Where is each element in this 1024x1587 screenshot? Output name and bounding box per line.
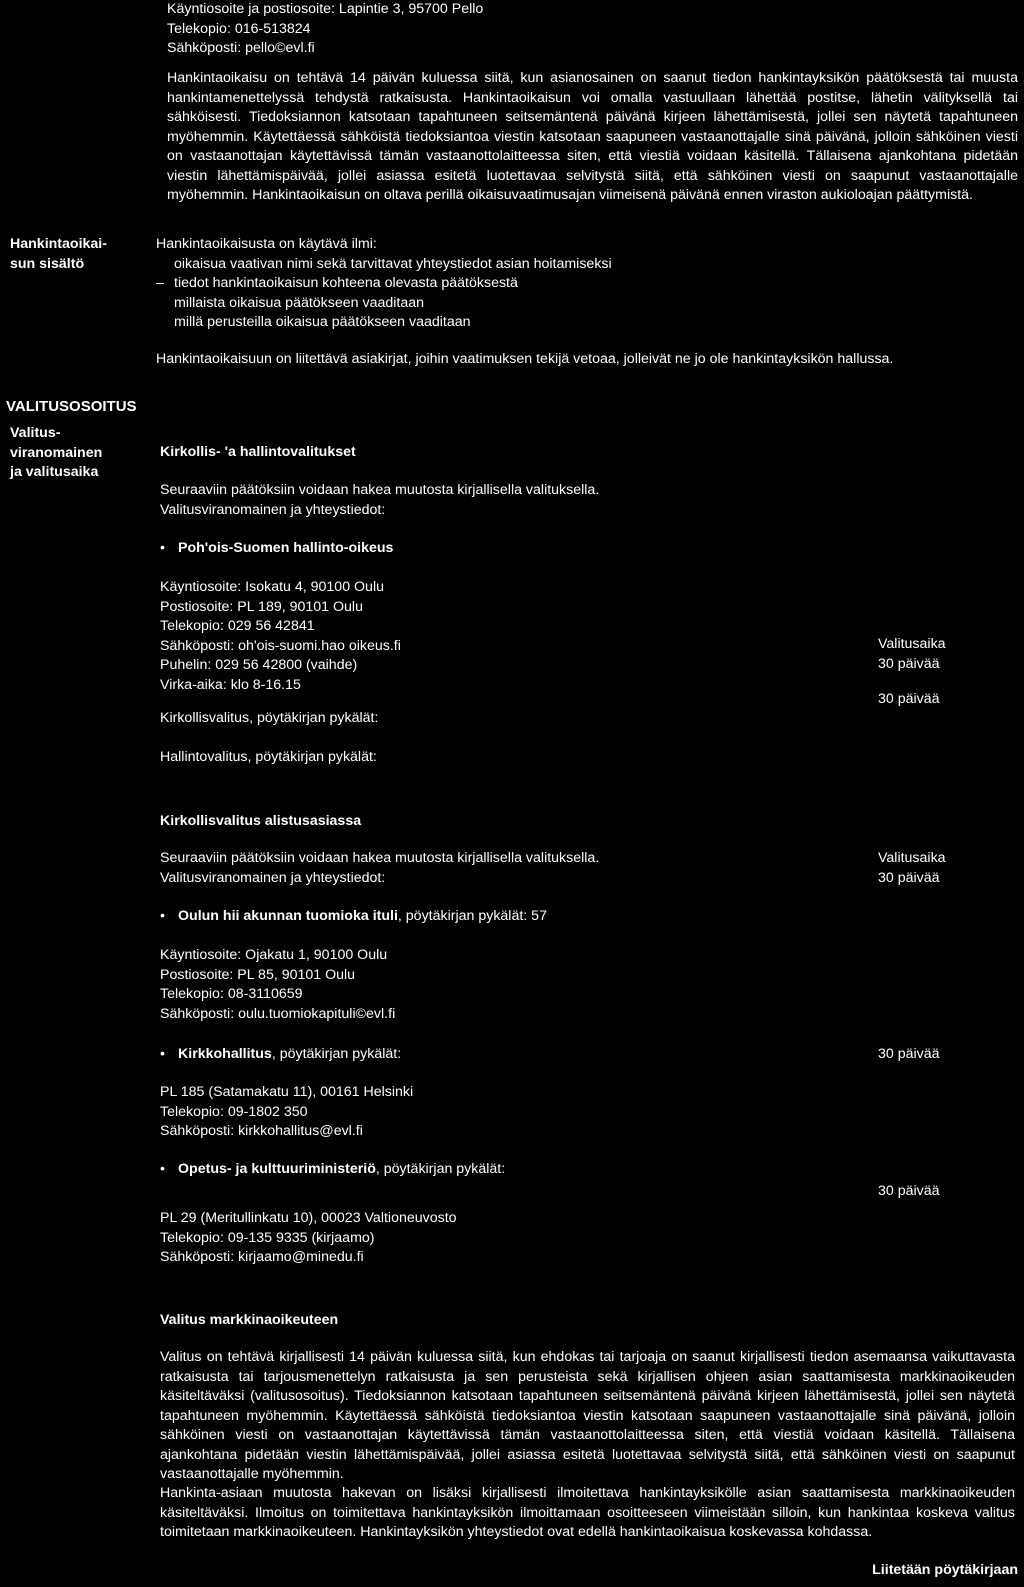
sisalto-content (156, 235, 1016, 333)
kh-item: • Kirkkohallitus, pöytäkirjan pykälät: (160, 1045, 401, 1065)
valitusosoitus-heading: VALITUSOSOITUS (6, 398, 137, 415)
hallintovalitus-label: Hallintovalitus, pöytäkirjan pykälät: (160, 749, 377, 765)
court-contact: Käyntiosoite: Isokatu 4, 90100 Oulu Postiosoite: PL 189, 90101 Oulu Telekopio: 029 56 42841 Sähköposti: oh'ois-suomi.hao oikeus.fi Puhelin: 029 56 42800 (vaihde) Virka-aika: klo 8-16.15 (160, 579, 401, 693)
market-paragraph-1: Valitus on tehtävä kirjallisesti 14 päivän kuluessa siitä, kun ehdokas tai tarjoaja on saanut kirjallisesti tiedon asemaansa vaikuttavasta ratkaisusta tai tarjousmenettelyn ratkaisusta ja sen perusteista sekä kirjallisen ohjeen asian saattamisesta markkinaoikeuden käsiteltäväksi (valitusosoitus). Tiedoksiannon katsotaan tapahtuneen seitsemäntenä päivänä kirjeen lähettämisestä, jollei sen näytetä tapahtuneen myöhemmin. Käytettäessä sähköistä tiedoksiantoa viestin katsotaan saapuneen vastaanottajalle sinä päivänä, jolloin sähköinen viesti on vastaanottajan käytettävissä tämän vastaanottolaitteessa siten, että viestiä voidaan käsitellä. Tällaisena ajankohtana pidetään viestin lähettämispäivää, jollei asiassa esitetä luotettavaa selvitystä siitä, että sähköinen viesti on saapunut vastaanottajalle myöhemmin. (160, 1349, 1015, 1482)
bullet-icon: • (160, 908, 165, 924)
market-paragraph-2: Hankinta-asiaan muutosta hakevan on lisäksi kirjallisesti ilmoitettava hankintayksikölle asian saattamisesta markkinaoikeuden käsiteltäväksi. Ilmoitus on toimitettava hankintayksikön ilmoittamaan osoitteeseen viimeistään silloin, kun hankintaa koskeva valitus toimitetaan markkinaoikeuteen. Hankintayksikön yhteystiedot ovat edellä hankintaoikaisua koskevassa kohdassa. (160, 1485, 1015, 1540)
fax-line: Telekopio: 016-513824 (167, 20, 311, 37)
okm-contact: PL 29 (Meritullinkatu 10), 00023 Valtioneuvosto Telekopio: 09-135 9335 (kirjaamo) Sähköposti: kirjaamo@minedu.fi (160, 1210, 457, 1265)
sec2-text: Seuraaviin päätöksiin voidaan hakea muutosta kirjallisella valituksella. Valitusviranomainen ja yhteystiedot: (160, 850, 600, 886)
liite-label: Liitetään pöytäkirjaan (872, 1562, 1018, 1578)
sec1-text: Seuraaviin päätöksiin voidaan hakea muutosta kirjallisella valituksella. Valitusviranomainen ja yhteystiedot: (160, 482, 600, 518)
valitusaika-column-1: Valitusaika 30 päivää (878, 636, 946, 672)
capitol-contact: Käyntiosoite: Ojakatu 1, 90100 Oulu Postiosoite: PL 85, 90101 Oulu Telekopio: 08-3110659 Sähköposti: oulu.tuomiokapituli©evl.fi (160, 947, 396, 1022)
list-item: oikaisua vaativan nimi sekä tarvittavat yhteystiedot asian hoitamiseksi (174, 255, 612, 272)
bullet-icon: • (160, 1161, 165, 1177)
list-item: millä perusteilla oikaisua päätökseen vaaditaan (174, 314, 471, 330)
side-label-valitus: Valitus- viranomainen ja valitusaika (10, 425, 103, 480)
list-item: – tiedot hankintaoikaisun kohteena olevasta päätöksestä (156, 275, 518, 291)
kh-contact: PL 185 (Satamakatu 11), 00161 Helsinki Telekopio: 09-1802 350 Sähköposti: kirkkohallitus@evl.fi (160, 1084, 414, 1139)
kirkollisvalitus-label: Kirkollisvalitus, pöytäkirjan pykälät: (160, 710, 379, 726)
court-item (160, 539, 393, 559)
kh-days: 30 päivää (878, 1046, 940, 1062)
valitusaika-days: 30 päivää (878, 691, 940, 707)
capitol-item: • Oulun hii akunnan tuomioka ituli, pöytäkirjan pykälät: 57 (160, 907, 547, 927)
court-name: Poh'ois-Suomen hallinto-oikeus (178, 540, 394, 556)
attachments-paragraph: Hankintaoikaisuun on liitettävä asiakirjat, joihin vaatimuksen tekijä vetoaa, jolleivät ne jo ole hankintayksikön hallussa. (156, 351, 894, 367)
bullet-icon: • (160, 1046, 165, 1062)
address-line: Käyntiosoite ja postiosoite: Lapintie 3, 95700 Pello (167, 1, 484, 17)
okm-days: 30 päivää (878, 1183, 940, 1199)
list-item: millaista oikaisua päätökseen vaaditaan (174, 294, 425, 311)
top-address (167, 0, 1007, 59)
market-title: Valitus markkinaoikeuteen (160, 1312, 339, 1328)
bullet-icon: • (160, 540, 165, 556)
valitusaika-column-2: Valitusaika 30 päivää (878, 850, 946, 886)
sec1-title: Kirkollis- 'a hallintovalitukset (160, 444, 356, 460)
okm-item: • Opetus- ja kulttuuriministeriö, pöytäkirjan pykälät: (160, 1160, 505, 1180)
hankintaoikaisu-paragraph: Hankintaoikaisu on tehtävä 14 päivän kuluessa siitä, kun asianosainen on saanut tiedon hankintayksikön päätöksestä tai muusta hankintamenettelyssä tehdystä ratkaisusta. Hankintaoikaisun voi omalla vastuullaan lähettää postitse, lähetin välityksellä tai sähköisesti. Tiedoksiannon katsotaan tapahtuneen seitsemäntenä päivänä kirjeen lähettämisestä, jollei sen näytetä tapahtuneen myöhemmin. Käytettäessä sähköistä tiedoksiantoa viestin katsotaan saapuneen vastaanottajalle sinä päivänä, jolloin sähköinen viesti on vastaanottajan käytettävissä tämän vastaanottolaitteessa siten, että viestiä voidaan käsitellä. Tällaisena ajankohtana pidetään viestin lähettämispäivää, jollei asiassa esitetä luotettavaa selvitystä siitä, että sähköinen viesti on saapunut vastaanottajalle myöhemmin. Hankintaoikaisun on oltava perillä oikaisuvaatimusajan viimeisenä päivänä ennen viraston aukioloajan päättymistä. (167, 70, 1018, 203)
side-label-sisalto: Hankintaoikai- sun sisältö (10, 236, 107, 272)
email-line: Sähköposti: pello©evl.fi (167, 40, 315, 56)
sec2-title: Kirkollisvalitus alistusasiassa (160, 813, 362, 829)
sisalto-intro: Hankintaoikaisusta on käytävä ilmi: (156, 236, 377, 252)
